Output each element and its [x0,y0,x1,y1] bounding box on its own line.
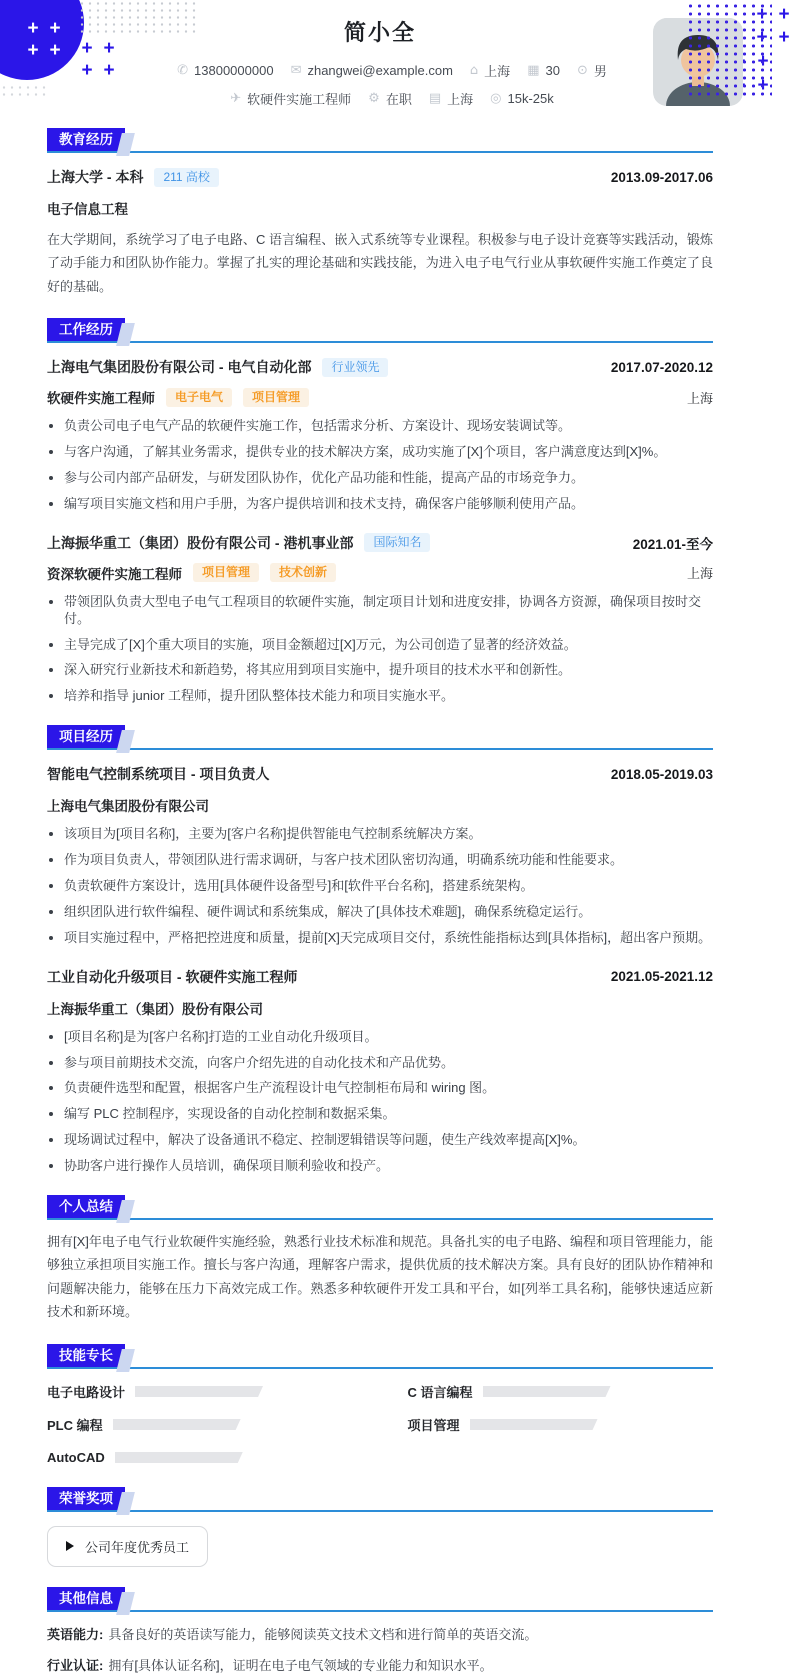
section-education [47,128,713,298]
contact-work-city: ▤ 上海 [428,91,474,107]
skill-bar [470,1419,598,1430]
role-tag: 电子电气 [166,388,232,407]
job-title: 软硬件实施工程师 [47,391,155,407]
other-info-label: 行业认证: [47,1657,104,1673]
skill-name: 项目管理 [407,1418,460,1434]
summary-text: 拥有[X]年电子电气行业软硬件实施经验，熟悉行业技术标准和规范。具备扎实的电子电路、编程和项目管理能力，能够独立承担项目实施工作。擅长与客户沟通，理解客户需求，提供优质的技术解决方案。具有良好的团队协作精神和问题解决能力，能够在压力下高效完成工作。熟悉多种软硬件开发工具和平台，如[列举工具名称]，能够快速适应新技术和新环境。 [47,1233,713,1320]
work-location: 上海 [686,390,713,406]
contact-job-intent: ✈ 软硬件实施工程师 [230,91,352,107]
skill-item [408,1416,714,1434]
salary-icon: ◎ [490,91,502,106]
other-info-text: 拥有[具体认证名称]，证明在电子电气领域的专业能力和知识水平。 [108,1657,493,1673]
section-title-education: 教育经历 [47,128,125,151]
contact-age: ▦ 30 [527,63,560,78]
project-company: 上海振华重工（集团）股份有限公司 [47,1001,263,1017]
work-bullet: • 主导完成了[X]个重大项目的实施，项目金额超过[X]万元，为公司创造了显著的经济效益。 [64,637,713,654]
contact-city: ⌂ 上海 [469,63,511,79]
age-icon: ▦ [527,63,540,78]
project-date: 2018.05-2019.03 [610,766,713,782]
work-bullet: • 带领团队负责大型电子电气工程项目的软硬件实施，制定项目计划和进度安排，协调各方资源，确保项目按时交付。 [64,594,713,628]
project-bullet: • 协助客户进行操作人员培训，确保项目顺利验收和投产。 [64,1158,713,1175]
project-bullet: • 参与项目前期技术交流，向客户介绍先进的自动化技术和产品优势。 [64,1055,713,1072]
work-bullet: • 负责公司电子电气产品的软硬件实施工作，包括需求分析、方案设计、现场安装调试等。 [64,418,713,435]
skill-name: AutoCAD [47,1450,105,1466]
skill-item [47,1383,353,1401]
other-info-label: 英语能力: [47,1626,104,1642]
project-bullet-list [47,1029,713,1175]
resume-name: 简小全 [343,20,416,45]
school-name: 上海大学 - 本科 [47,169,144,185]
skill-name: PLC 编程 [47,1418,103,1434]
dot-grid-decoration [686,2,772,98]
section-work [47,318,713,705]
job-title: 资深软硬件实施工程师 [47,566,182,582]
contact-email: ✉ zhangwei@example.com [290,63,453,78]
section-title-honors: 荣誉奖项 [47,1487,125,1510]
role-tag: 项目管理 [193,563,259,582]
contact-phone: ✆ 13800000000 [177,63,274,78]
skill-bar [483,1386,611,1397]
skill-item [47,1416,353,1434]
work-bullet: • 编写项目实施文档和用户手册，为客户提供培训和技术支持，确保客户能够顺利使用产品。 [64,496,713,513]
major-name: 电子信息工程 [47,202,128,217]
play-triangle-icon [66,1541,74,1551]
skill-item [47,1449,353,1467]
skill-bar [113,1419,241,1430]
project-entry [47,764,713,946]
project-bullet: • 负责硬件选型和配置，根据客户生产流程设计电气控制柜布局和 wiring 图。 [64,1080,713,1097]
project-entry [47,967,713,1175]
section-projects [47,725,713,1175]
status-icon: ⚙ [368,91,380,106]
project-bullet: • 现场调试过程中，解决了设备通讯不稳定、控制逻辑错误等问题，使生产线效率提高[X]%。 [64,1132,713,1149]
contact-gender: ⊙ 男 [576,63,607,79]
section-title-skills: 技能专长 [47,1344,125,1367]
skill-name: C 语言编程 [407,1385,473,1401]
gender-icon: ⊙ [576,63,588,78]
project-bullet: • 该项目为[项目名称]，主要为[客户名称]提供智能电气控制系统解决方案。 [64,826,713,843]
work-bullet-list [47,594,713,705]
section-skills [47,1344,713,1467]
honor-text: 公司年度优秀员工 [85,1539,190,1555]
work-bullet: • 参与公司内部产品研发，与研发团队协作，优化产品功能和性能，提高产品的市场竞争力。 [64,470,713,487]
work-date: 2021.01-至今 [632,536,713,552]
project-company: 上海电气集团股份有限公司 [47,799,209,815]
city-icon: ▤ [428,91,442,106]
contact-info [47,61,737,108]
job-intent-icon: ✈ [230,91,242,106]
contact-job-status: ⚙ 在职 [368,91,412,107]
company-tag: 行业领先 [322,358,388,377]
section-honors [47,1487,713,1567]
school-tag: 211 高校 [154,168,218,187]
company-tag: 国际知名 [364,533,430,552]
home-icon: ⌂ [469,63,479,78]
work-bullet: • 深入研究行业新技术和新趋势，将其应用到项目实施中，提升项目的技术水平和创新性。 [64,662,713,679]
skill-bar [135,1386,263,1397]
work-bullet-list [47,418,713,513]
project-bullet: • [项目名称]是为[客户名称]打造的工业自动化升级项目。 [64,1029,713,1046]
project-bullet: • 作为项目负责人，带领团队进行需求调研，与客户技术团队密切沟通，明确系统功能和性能要求。 [64,852,713,869]
work-location: 上海 [686,566,713,582]
company-name: 上海振华重工（集团）股份有限公司 - 港机事业部 [47,534,354,551]
project-date: 2021.05-2021.12 [610,969,713,985]
project-bullet: • 负责软硬件方案设计，选用[具体硬件设备型号]和[软件平台名称]，搭建系统架构。 [64,878,713,895]
section-other [47,1587,713,1674]
section-title-work: 工作经历 [47,318,125,341]
project-bullet: • 组织团队进行软件编程、硬件调试和系统集成，解决了[具体技术难题]，确保系统稳定运行。 [64,904,713,921]
project-bullet: • 编写 PLC 控制程序，实现设备的自动化控制和数据采集。 [64,1106,713,1123]
work-entry [47,357,713,513]
work-entry [47,533,713,705]
education-date: 2013.09-2017.06 [610,169,713,185]
section-title-projects: 项目经历 [47,725,125,748]
section-title-other: 其他信息 [47,1587,125,1610]
work-date: 2017.07-2020.12 [610,359,713,375]
project-bullet: • 项目实施过程中，严格把控进度和质量，提前[X]天完成项目交付，系统性能指标达到[具体指标]，超出客户预期。 [64,930,713,947]
contact-salary: ◎ 15k-25k [490,91,554,106]
project-name: 智能电气控制系统项目 - 项目负责人 [47,766,270,783]
section-summary [47,1195,713,1324]
other-info-text: 具备良好的英语读写能力，能够阅读英文技术文档和进行简单的英语交流。 [108,1626,538,1642]
mail-icon: ✉ [290,63,302,78]
role-tag: 项目管理 [243,388,309,407]
role-tag: 技术创新 [270,563,336,582]
skill-item [408,1383,714,1401]
phone-icon: ✆ [177,63,189,78]
work-bullet: • 培养和指导 junior 工程师，提升团队整体技术能力和项目实施水平。 [64,688,713,705]
project-bullet-list [47,826,713,946]
other-info-row [47,1624,713,1643]
work-bullet: • 与客户沟通，了解其业务需求，提供专业的技术解决方案，成功实施了[X]个项目，客户满意度达到[X]%。 [64,444,713,461]
honor-chip [47,1526,208,1567]
company-name: 上海电气集团股份有限公司 - 电气自动化部 [47,359,312,376]
project-name: 工业自动化升级项目 - 软硬件实施工程师 [47,968,298,985]
skill-bar [115,1452,243,1463]
other-info-row [47,1655,713,1674]
skill-name: 电子电路设计 [47,1385,126,1401]
section-title-summary: 个人总结 [47,1195,125,1218]
education-description: 在大学期间，系统学习了电子电路、C 语言编程、嵌入式系统等专业课程。积极参与电子设计竞赛等实践活动，锻炼了动手能力和团队协作能力。掌握了扎实的理论基础和实践技能，为进入电子电气行业从事软硬件实施工作奠定了良好的基础。 [47,232,713,294]
